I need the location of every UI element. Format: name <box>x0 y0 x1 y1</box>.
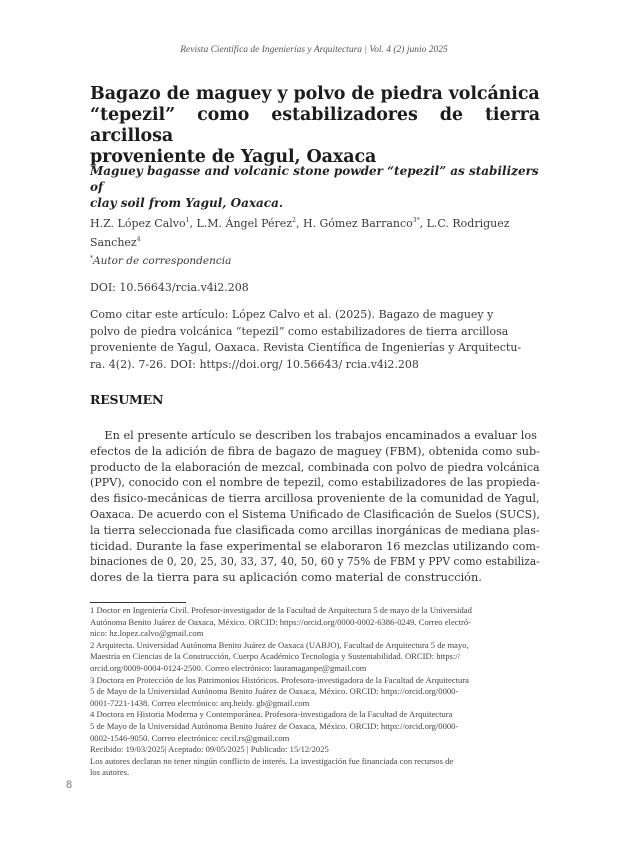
footnote-line: nico: hz.lopez.calvo@gmail.com <box>90 628 204 639</box>
conflict-of-interest: Los autores declaran no tener ningún conflicto de interés. La investigación fue financiada con recursos de <box>90 755 454 766</box>
article-title <box>90 84 540 168</box>
author-separator: , <box>419 217 427 230</box>
article-subtitle-english <box>90 163 540 211</box>
footnote-line: Maestria en Ciencias de la Construcción, Cuerpo Académico Tecnologia y Sustentabilidad. ORCID: https:// <box>90 651 461 662</box>
corresponding-author-note <box>90 251 540 269</box>
footnote-line: 0001-7221-1438. Correo electrónico: arq.heidy. gb@gmail.com <box>90 697 310 708</box>
title-line: Bagazo de maguey y polvo de piedra volcánica <box>90 84 540 104</box>
abstract-body <box>90 428 540 586</box>
citation-block <box>90 307 540 373</box>
footnote-line: 2 Arquitecta. Universidad Autónoma Benito Juárez de Oaxaca (UABJO), Facultad de Arquitectura 5 de mayo, <box>90 639 469 650</box>
citation-line: polvo de piedra volcánica “tepezil” como estabilizadores de tierra arcillosa <box>90 324 509 338</box>
author-affiliation-mark: 1 <box>185 217 190 224</box>
citation-line: proveniente de Yagul, Oaxaca. Revista Científica de Ingenierías y Arquitectu- <box>90 341 522 354</box>
abstract-line: la tierra seleccionada fue clasificada como arcillas inorgánicas de mediana plas- <box>90 523 540 537</box>
abstract-line: binaciones de 0, 20, 25, 30, 33, 37, 40, 50, 60 y 75% de FBM y PPV como estabiliza- <box>90 555 540 569</box>
footnote-line: 1 Doctor en Ingeniería Civil. Profesor-investigador de la Facultad de Arquitectura 5 de mayo de la Universidad <box>90 605 472 615</box>
conflict-of-interest: los autores. <box>90 767 130 778</box>
footnote-line: 3 Doctora en Protección de los Patrimonios Históricos. Profesora-investigadora de la Facultad de Arquitectura <box>90 674 469 685</box>
corresponding-mark: * <box>90 255 93 262</box>
title-line: “tepezil” como estabilizadores de tierra arcillosa <box>90 105 540 146</box>
citation-line: ra. 4(2). 7-26. DOI: https://doi.org/ 10.56643/ rcia.v4i2.208 <box>90 357 419 371</box>
footnote-line: Autónoma Benito Juárez de Oaxaca, México. ORCID: https://orcid.org/0000-0002-6386-0249. Correo electró- <box>90 616 471 627</box>
abstract-line: Oaxaca. De acuerdo con el Sistema Unificado de Clasificación de Suelos (SUCS), <box>90 507 540 521</box>
authors-line <box>90 213 540 251</box>
abstract-line: ticidad. Durante la fase experimental se elaboraron 16 mezclas utilizando com- <box>90 539 540 553</box>
citation-line: Como citar este artículo: López Calvo et al. (2025). Bagazo de maguey y <box>90 308 494 321</box>
author-affiliation-mark: 3* <box>412 217 420 224</box>
author-name: L.M. Ángel Pérez <box>196 217 293 230</box>
page-number: 8 <box>66 779 73 791</box>
footnote-divider <box>90 602 186 603</box>
footnote-line: 4 Doctora en Historia Moderna y Contemporánea. Profesora-investigadora de la Facultad de Arquitectura <box>90 709 453 720</box>
author-separator: , <box>189 217 197 230</box>
footnote-line: 5 de Mayo de la Universidad Autónoma Benito Juárez de Oaxaca, México. ORCID: https://orcid.org/0000- <box>90 720 459 731</box>
footnote-line: 0002-1546-9050. Correo electrónico: cecil.rs@gmail.com <box>90 732 290 743</box>
doi[interactable]: DOI: 10.56643/rcia.v4i2.208 <box>90 281 249 294</box>
author-name: H. Gómez Barranco <box>302 217 413 230</box>
abstract-line: dores de la tierra para su aplicación como material de construcción. <box>90 571 482 585</box>
author-affiliation-mark: 2 <box>292 217 296 224</box>
abstract-line: producto de la elaboración de mezcal, combinada con polvo de piedra volcánica <box>90 460 540 474</box>
publication-dates: Recibido: 19/03/2025| Aceptado: 09/05/2025 | Publicado: 15/12/2025 <box>90 744 329 755</box>
corresponding-label: Autor de correspondencia <box>93 255 232 267</box>
footnotes <box>90 605 540 779</box>
subtitle-line: clay soil from Yagul, Oaxaca. <box>90 196 284 210</box>
footnote-line: 5 de Mayo de la Universidad Autónoma Benito Juárez de Oaxaca, México. ORCID: https://orcid.org/0000- <box>90 686 459 697</box>
abstract-line: des fisico-mecánicas de tierra arcillosa proveniente de la comunidad de Yagul, <box>90 492 540 506</box>
author-affiliation-mark: 4 <box>136 236 141 243</box>
author-separator: , <box>295 217 303 230</box>
author-name: H.Z. López Calvo <box>90 217 186 230</box>
abstract-line: En el presente artículo se describen los trabajos encaminados a evaluar los <box>90 429 537 442</box>
abstract-line: (PPV), conocido con el nombre de tepezil, como estabilizadores de las propieda- <box>90 476 540 490</box>
running-head: Revista Científica de Ingenierías y Arquitectura | Vol. 4 (2) junio 2025 <box>180 45 448 55</box>
abstract-line: efectos de la adición de fibra de bagazo de maguey (FBM), obtenida como sub- <box>90 444 540 458</box>
abstract-heading: RESUMEN <box>90 392 164 407</box>
author-name: L.C. Rodriguez Sanchez <box>90 217 510 249</box>
footnote-line: orcid.org/0009-0004-0124-2500. Correo electrónico: lauramaganpe@gmail.com <box>90 662 367 673</box>
subtitle-line: Maguey bagasse and volcanic stone powder “tepezil” as stabilizers of <box>90 164 539 194</box>
author-list <box>90 213 540 269</box>
title-line: proveniente de Yagul, Oaxaca <box>90 147 377 167</box>
